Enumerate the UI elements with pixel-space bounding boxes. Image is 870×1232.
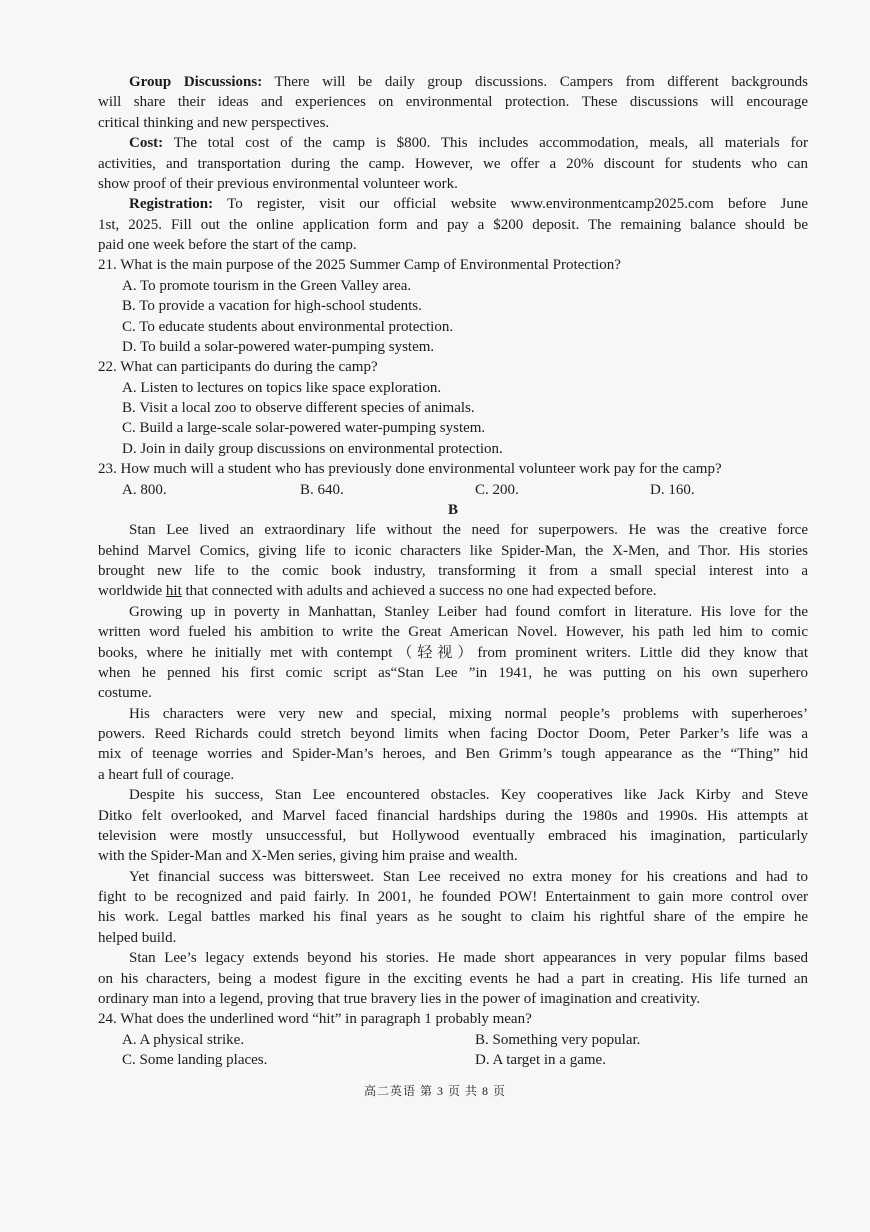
options-row bbox=[98, 1030, 808, 1050]
paragraph-label: Group Discussions: bbox=[129, 74, 263, 90]
text-line bbox=[98, 602, 808, 622]
question-stem: 24. What does the underlined word “hit” in paragraph 1 probably mean? bbox=[98, 1011, 532, 1028]
text-line bbox=[98, 744, 808, 764]
line-text: show proof of their previous environmental volunteer work. bbox=[98, 175, 458, 192]
text-line bbox=[98, 92, 808, 112]
text-line bbox=[98, 581, 808, 601]
text-line bbox=[98, 887, 808, 907]
line-text: costume. bbox=[98, 685, 152, 702]
line-text: To register, visit our official website www.environmentcamp2025.com before June bbox=[227, 196, 808, 213]
text-line bbox=[98, 561, 808, 581]
question-stem: 22. What can participants do during the camp? bbox=[98, 359, 378, 376]
line-text: worldwide bbox=[98, 583, 166, 600]
passage-b-paragraph bbox=[98, 948, 808, 1009]
text-line bbox=[98, 724, 808, 744]
question bbox=[98, 459, 808, 500]
text-line bbox=[98, 806, 808, 826]
text-line bbox=[98, 174, 808, 194]
line-text: written word fueled his ambition to write the Great American Novel. However, his path led him to comic bbox=[98, 624, 808, 641]
answer-option: A. 800. bbox=[122, 481, 167, 498]
text-line bbox=[98, 72, 808, 92]
line-text: brought new life to the comic book industry, transforming it from a small special interest into a bbox=[98, 563, 808, 579]
passage-a-paragraph bbox=[98, 133, 808, 194]
text-line bbox=[98, 846, 808, 866]
paragraph-label: Cost: bbox=[129, 135, 164, 152]
line-text: Stan Lee’s legacy extends beyond his stories. He made short appearances in very popular films based bbox=[129, 950, 808, 967]
answer-option: D. Join in daily group discussions on environmental protection. bbox=[122, 440, 503, 457]
passage-b-paragraph bbox=[98, 867, 808, 949]
answer-option: C. 200. bbox=[475, 481, 519, 498]
line-text: Stan Lee lived an extraordinary life without the need for superpowers. He was the creative force bbox=[129, 522, 808, 539]
line-text: behind Marvel Comics, giving life to iconic characters like Spider-Man, the X-Men, and Thor. His stories bbox=[98, 542, 808, 559]
answer-option: D. 160. bbox=[650, 481, 695, 498]
text-line bbox=[98, 194, 808, 214]
text-line bbox=[98, 154, 808, 174]
answer-option: C. Build a large-scale solar-powered water-pumping system. bbox=[122, 420, 486, 437]
line-text: His characters were very new and special, mixing normal people’s problems with superheroes’ bbox=[129, 705, 808, 722]
answer-option: B. Something very popular. bbox=[475, 1031, 641, 1048]
line-text: his work. Legal battles marked his final years as he sought to claim his rightful share of the empire he bbox=[98, 909, 808, 926]
line-text: that connected with adults and achieved a success no one had expected before. bbox=[181, 583, 657, 600]
answer-option: B. To provide a vacation for high-school students. bbox=[122, 298, 422, 315]
passage-a-paragraph bbox=[98, 194, 808, 255]
text-line bbox=[98, 826, 808, 846]
line-text: 1st, 2025. Fill out the online application form and pay a $200 deposit. The remaining balance should be bbox=[98, 216, 808, 233]
text-line bbox=[98, 704, 808, 724]
line-text: Growing up in poverty in Manhattan, Stanley Leiber had found comfort in literature. His love for the bbox=[129, 603, 808, 620]
line-text: critical thinking and new perspectives. bbox=[98, 114, 330, 131]
answer-option: A. A physical strike. bbox=[122, 1031, 245, 1048]
line-text: with the Spider-Man and X-Men series, giving him praise and wealth. bbox=[98, 848, 518, 865]
underlined-word: hit bbox=[165, 583, 182, 600]
answer-option: B. 640. bbox=[300, 481, 344, 498]
page-footer: 高二英语 第 3 页 共 8 页 bbox=[363, 1084, 506, 1098]
line-text: television were mostly unsuccessful, but Hollywood eventually embraced his imagination, particularly bbox=[98, 827, 808, 844]
paragraph-label: Registration: bbox=[129, 196, 214, 213]
text-line bbox=[98, 948, 808, 968]
answer-option: C. To educate students about environmental protection. bbox=[122, 318, 454, 335]
text-line bbox=[98, 969, 808, 989]
options-row bbox=[98, 1050, 808, 1070]
line-text: Yet financial success was bittersweet. Stan Lee received no extra money for his creations and had to bbox=[129, 868, 808, 885]
text-line bbox=[98, 765, 808, 785]
exam-page-content bbox=[98, 72, 808, 1070]
question bbox=[98, 357, 808, 459]
line-text: The total cost of the camp is $800. This includes accommodation, meals, all materials for bbox=[173, 135, 808, 152]
question bbox=[98, 255, 808, 357]
answer-option: B. Visit a local zoo to observe different species of animals. bbox=[122, 400, 475, 416]
text-line bbox=[98, 520, 808, 540]
text-line bbox=[98, 663, 808, 683]
line-text: Despite his success, Stan Lee encountered obstacles. Key cooperatives like Jack Kirby and Steve bbox=[129, 787, 808, 804]
passage-b-paragraph bbox=[98, 520, 808, 602]
passage-b-paragraph bbox=[98, 785, 808, 867]
text-line bbox=[98, 541, 808, 561]
text-line bbox=[98, 989, 808, 1009]
answer-option: A. Listen to lectures on topics like space exploration. bbox=[122, 379, 442, 396]
text-line bbox=[98, 643, 808, 663]
text-line bbox=[98, 928, 808, 948]
line-text: will share their ideas and experiences on environmental protection. These discussions will encourage bbox=[98, 94, 808, 111]
passage-a-paragraph bbox=[98, 72, 808, 133]
answer-option: C. Some landing places. bbox=[122, 1052, 268, 1068]
text-line bbox=[98, 235, 808, 255]
text-line bbox=[98, 622, 808, 642]
text-line bbox=[98, 867, 808, 887]
line-text: fight to be recognized and paid fairly. In 2001, he founded POW! Entertainment to gain more control over bbox=[98, 889, 808, 905]
line-text: when he penned his first comic script as“Stan Lee ”in 1941, he was putting on his own superhero bbox=[98, 664, 808, 681]
line-text: a heart full of courage. bbox=[98, 766, 235, 783]
line-text: paid one week before the start of the camp. bbox=[98, 237, 357, 253]
passage-b-paragraph bbox=[98, 602, 808, 704]
text-line bbox=[98, 683, 808, 703]
text-line bbox=[98, 907, 808, 927]
line-text: activities, and transportation during the camp. However, we offer a 20% discount for students who can bbox=[98, 155, 808, 172]
line-text: mix of teenage worries and Spider-Man’s heroes, and Ben Grimm’s tough appearance as the “Thing” hid bbox=[98, 746, 808, 763]
line-text: books, where he initially met with contempt（轻视）from prominent writers. Little did they know that bbox=[98, 644, 808, 661]
options-row bbox=[98, 480, 808, 500]
line-text: ordinary man into a legend, proving that true bravery lies in the power of imagination and creativity. bbox=[98, 990, 701, 1007]
answer-option: D. A target in a game. bbox=[475, 1052, 606, 1068]
question bbox=[98, 1009, 808, 1070]
line-text: powers. Reed Richards could stretch beyond limits when facing Doctor Doom, Peter Parker’s life was a bbox=[98, 726, 808, 742]
line-text: helped build. bbox=[98, 929, 177, 946]
text-line bbox=[98, 215, 808, 235]
text-line bbox=[98, 785, 808, 805]
text-line bbox=[98, 113, 808, 133]
text-line bbox=[98, 133, 808, 153]
answer-option: D. To build a solar-powered water-pumping system. bbox=[122, 338, 435, 355]
line-text: Ditko felt overlooked, and Marvel faced financial hardships during the 1980s and 1990s. His attempts at bbox=[98, 807, 808, 824]
section-title: B bbox=[447, 501, 458, 518]
question-stem: 23. How much will a student who has previously done environmental volunteer work pay for the camp? bbox=[98, 461, 722, 478]
answer-option: A. To promote tourism in the Green Valley area. bbox=[122, 277, 412, 294]
question-stem: 21. What is the main purpose of the 2025 Summer Camp of Environmental Protection? bbox=[98, 257, 621, 274]
line-text: There will be daily group discussions. Campers from different backgrounds bbox=[274, 74, 809, 90]
line-text: on his characters, being a modest figure in the exciting events he had a part in creating. His life turned an bbox=[98, 970, 808, 987]
passage-b-paragraph bbox=[98, 704, 808, 786]
